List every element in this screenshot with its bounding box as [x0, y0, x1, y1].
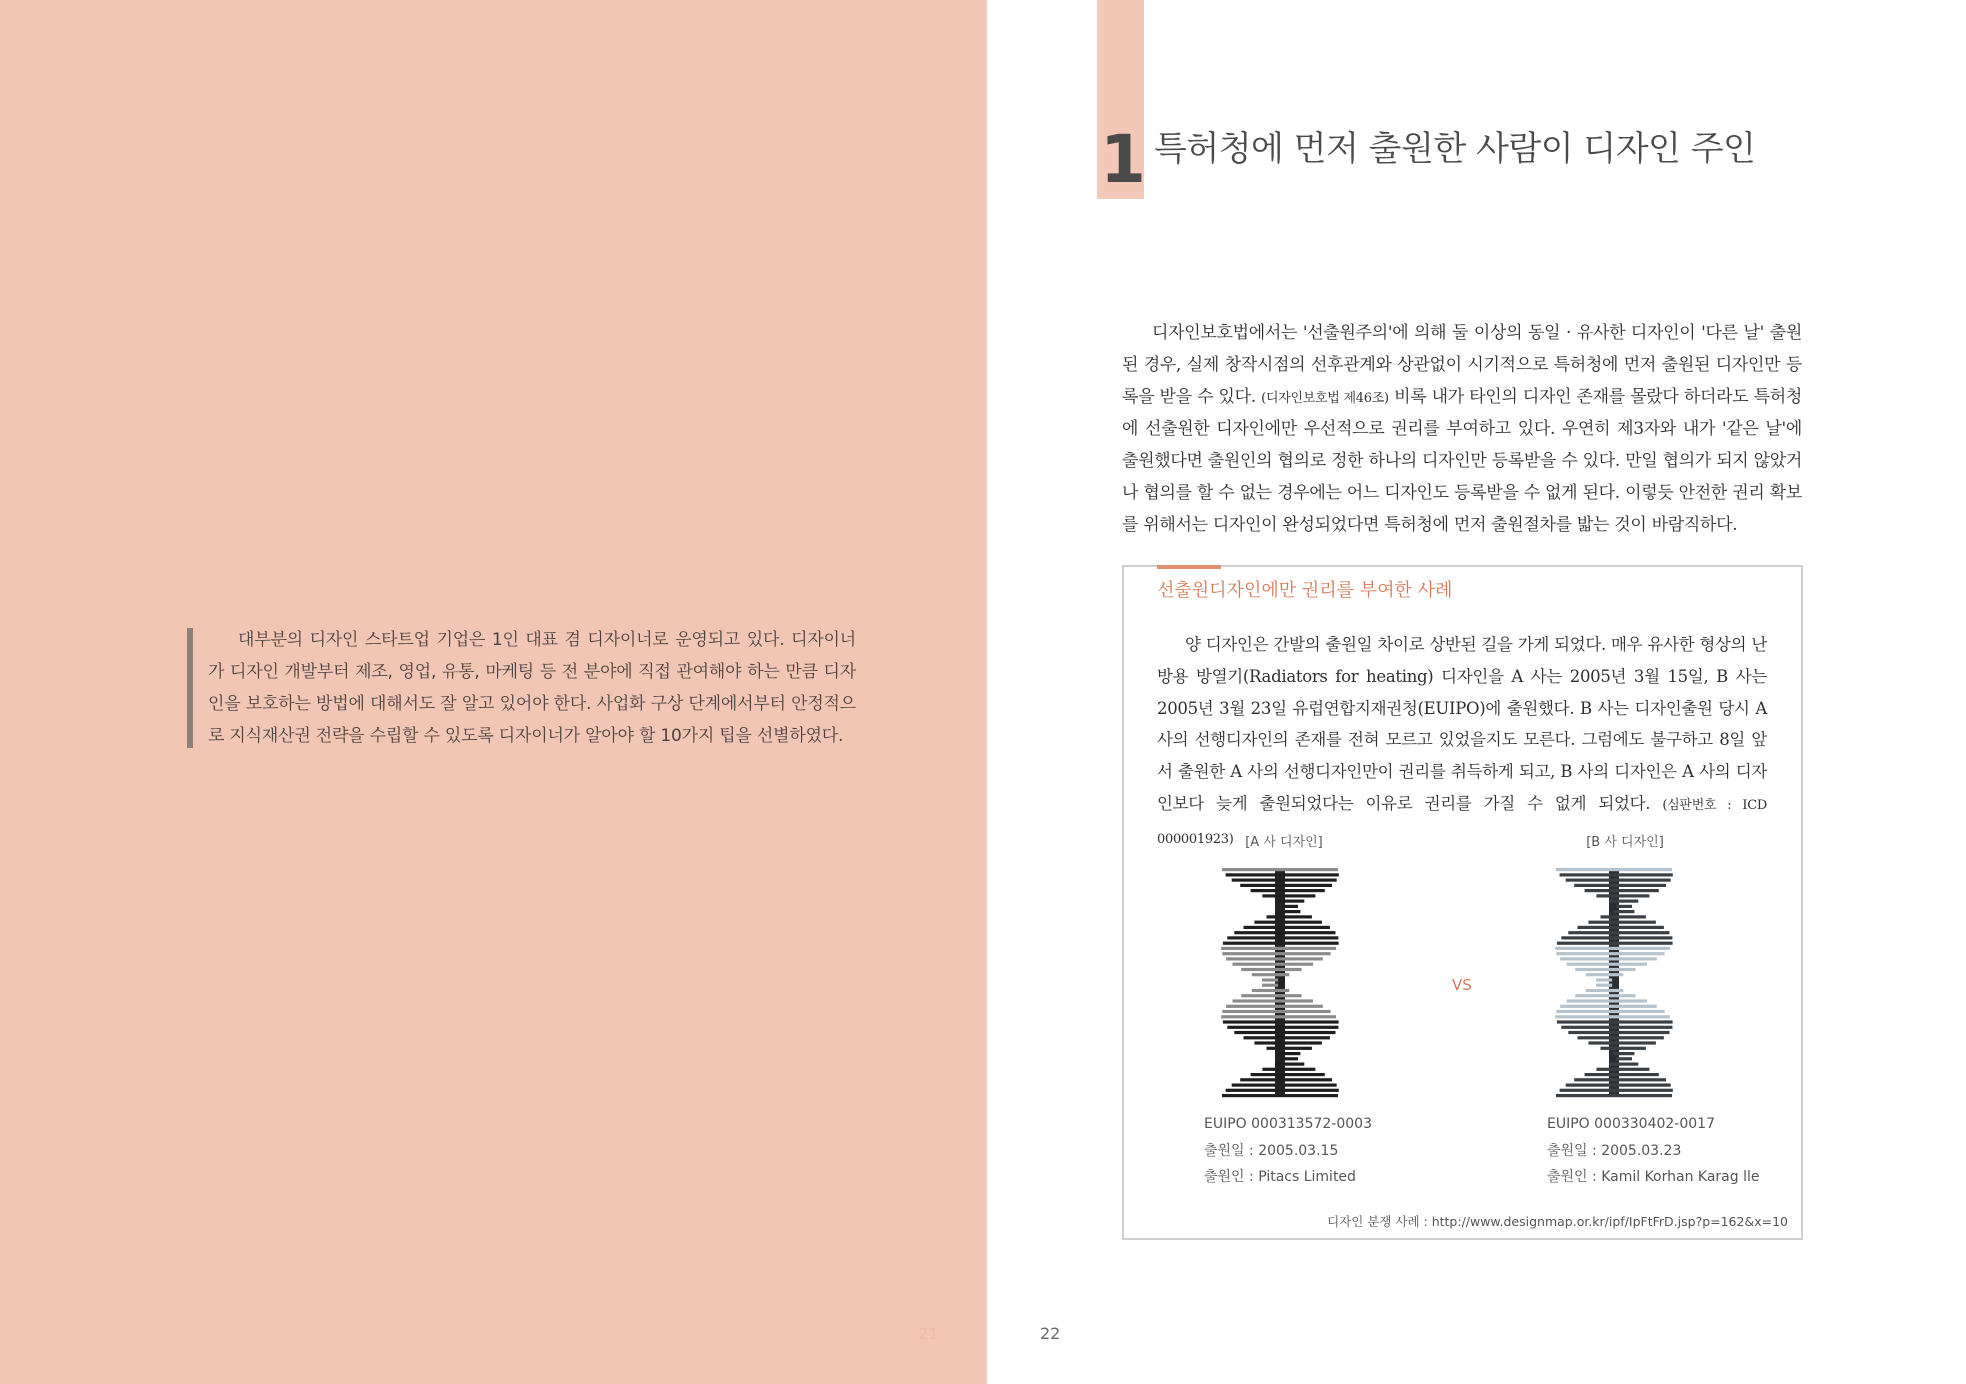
body-text-part1: 디자인보호법에서는 '선출원주의'에 의해 둘 이상의 동일 · 유사한 디자인이 '다른 날' 출원된 경우, 실제 창작시점의 선후관계와 상관없이 시기적으로 특허청에 먼저 출원된 디자인만 등록을 받을 수 있다. — [1122, 323, 1802, 407]
intro-quote-bar — [187, 628, 193, 748]
design-a-details — [1204, 1111, 1372, 1191]
source-citation: 디자인 분쟁 사례 : http://www.designmap.or.kr/ipf/IpFtFrD.jsp?p=162&x=10 — [1327, 1214, 1788, 1229]
design-b-radiator-image — [1548, 862, 1680, 1102]
right-page-number: 22 — [1040, 1324, 1061, 1343]
case-title: 선출원디자인에만 권리를 부여한 사례 — [1157, 580, 1453, 601]
body-paragraph — [1122, 318, 1802, 542]
left-page-number: 21 — [918, 1324, 939, 1343]
design-b-label: [B 사 디자인] — [1586, 835, 1664, 850]
page-gutter — [986, 0, 989, 1384]
case-title-accent — [1157, 565, 1221, 569]
design-b-filing-date: 출원일 : 2005.03.23 — [1547, 1142, 1682, 1159]
design-a-applicant: 출원인 : Pitacs Limited — [1204, 1169, 1356, 1185]
design-a-label: [A 사 디자인] — [1245, 835, 1323, 850]
chapter-number: 1 — [1100, 121, 1146, 198]
case-paragraph — [1157, 629, 1767, 856]
design-b-details — [1547, 1111, 1759, 1191]
design-a-registration: EUIPO 000313572-0003 — [1204, 1116, 1372, 1132]
design-a-filing-date: 출원일 : 2005.03.15 — [1204, 1142, 1339, 1159]
design-b-applicant: 출원인 : Kamil Korhan Karag lle — [1547, 1169, 1760, 1185]
design-a-radiator-image — [1214, 862, 1346, 1102]
case-reference: (심판번호 : ICD 000001923) — [1157, 797, 1767, 847]
design-b-registration: EUIPO 000330402-0017 — [1547, 1116, 1715, 1132]
intro-paragraph: 대부분의 디자인 스타트업 기업은 1인 대표 겸 디자이너로 운영되고 있다. 디자이너가 디자인 개발부터 제조, 영업, 유통, 마케팅 등 전 분야에 직접 관여해야 하는 만큼 디자인을 보호하는 방법에 대해서도 잘 알고 있어야 한다. 사업화 구상 단계에서부터 안정적으로 지식재산권 전략을 수립할 수 있도록 디자이너가 알아야 할 10가지 팁을 선별하였다. — [208, 630, 856, 746]
chapter-title: 특허청에 먼저 출원한 사람이 디자인 주인 — [1154, 129, 1756, 169]
versus-label: VS — [1452, 976, 1472, 994]
case-text: 양 디자인은 간발의 출원일 차이로 상반된 길을 가게 되었다. 매우 유사한 형상의 난방용 방열기(Radiators for heating) 디자인을 A 사는 2005년 3월 15일, B 사는 2005년 3월 23일 유럽연합지재권청(EUIPO)에 출원했다. B 사는 디자인출원 당시 A 사의 선행디자인의 존재를 전혀 모르고 있었을지도 모른다. 그럼에도 불구하고 8일 앞서 출원한 A 사의 선행디자인만이 권리를 취득하게 되고, B 사의 디자인은 A 사의 디자인보다 늦게 출원되었다는 이유로 권리를 가질 수 없게 되었다. — [1157, 635, 1767, 813]
law-reference: (디자인보호법 제46조) — [1261, 390, 1389, 406]
body-text-part2: 비록 내가 타인의 디자인 존재를 몰랐다 하더라도 특허청에 선출원한 디자인에만 우선적으로 권리를 부여하고 있다. 우연히 제3자와 내가 '같은 날'에 출원했다면 출원인의 협의로 정한 하나의 디자인만 등록받을 수 있다. 만일 협의가 되지 않았거나 협의를 할 수 없는 경우에는 어느 디자인도 등록받을 수 없게 된다. 이렇듯 안전한 권리 확보를 위해서는 디자인이 완성되었다면 특허청에 먼저 출원절차를 밟는 것이 바람직하다. — [1122, 386, 1802, 535]
